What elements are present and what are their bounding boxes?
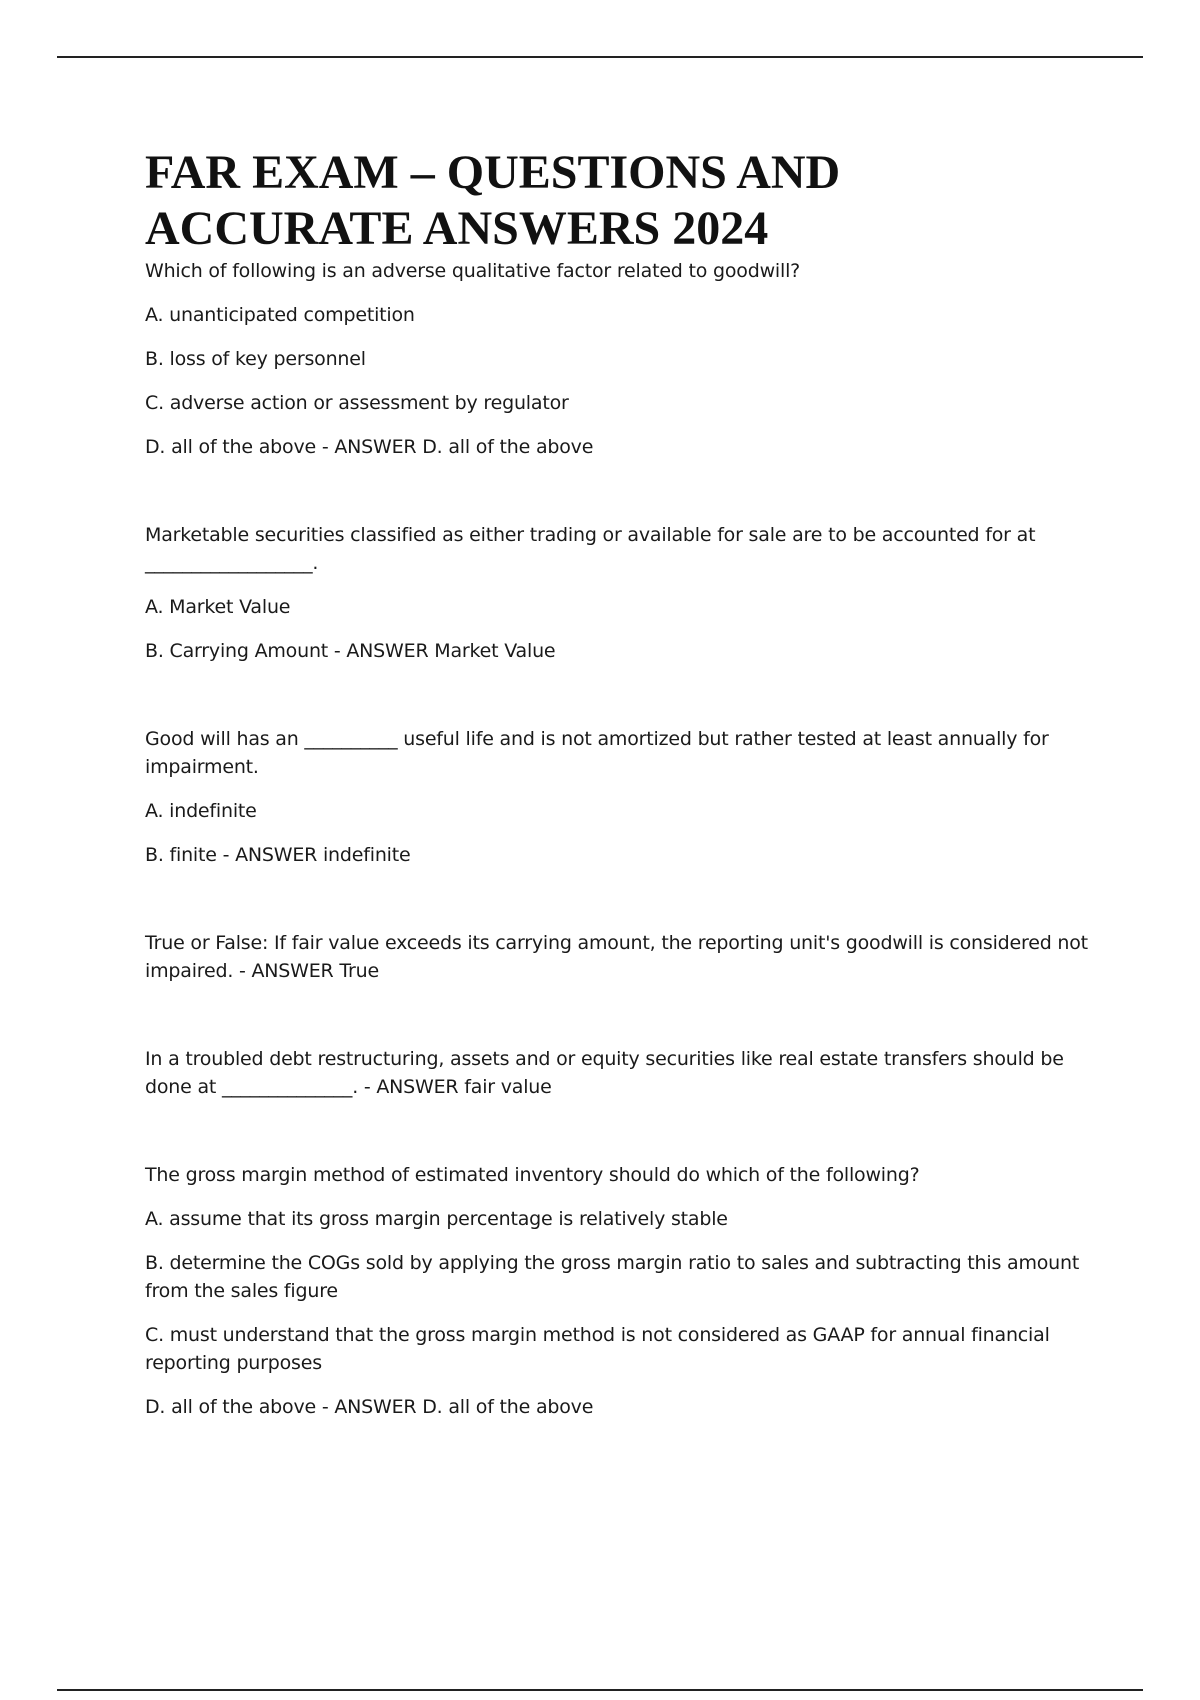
question-block-2 [145,521,1095,665]
option-item: C. must understand that the gross margin method is not considered as GAAP for annual financial reporting purposes [145,1324,1050,1374]
bottom-rule [57,1689,1143,1691]
title-line-1: FAR EXAM – QUESTIONS AND [145,146,841,199]
question-text: Marketable securities classified as either trading or available for sale are to be accounted for at __________________. [145,524,1036,574]
question-block-3 [145,725,1095,869]
option-item: B. finite - ANSWER indefinite [145,844,411,866]
question-block-6 [145,1161,1095,1421]
question-block-1 [145,257,1095,461]
option-item: A. indefinite [145,800,257,822]
top-rule [57,56,1143,58]
question-text: Good will has an __________ useful life and is not amortized but rather tested at least annually for impairment. [145,728,1049,778]
question-text: In a troubled debt restructuring, assets and or equity securities like real estate transfers should be done at ______________. - ANSWER fair value [145,1048,1064,1098]
option-item: A. unanticipated competition [145,304,415,326]
document-body [145,145,1095,1421]
option-item: B. Carrying Amount - ANSWER Market Value [145,640,556,662]
question-text: True or False: If fair value exceeds its carrying amount, the reporting unit's goodwill is considered not impaired. - ANSWER True [145,932,1088,982]
option-item: B. loss of key personnel [145,348,366,370]
option-item: A. assume that its gross margin percentage is relatively stable [145,1208,728,1230]
question-block-4 [145,929,1095,985]
option-item: D. all of the above - ANSWER D. all of the above [145,436,594,458]
document-title [145,145,1095,257]
question-block-5 [145,1045,1095,1101]
option-item: D. all of the above - ANSWER D. all of the above [145,1396,594,1418]
option-item: C. adverse action or assessment by regulator [145,392,569,414]
option-item: A. Market Value [145,596,291,618]
title-line-2: ACCURATE ANSWERS 2024 [145,202,769,255]
question-text: Which of following is an adverse qualitative factor related to goodwill? [145,260,801,282]
option-item: B. determine the COGs sold by applying the gross margin ratio to sales and subtracting this amount from the sales figure [145,1252,1080,1302]
question-text: The gross margin method of estimated inventory should do which of the following? [145,1164,920,1186]
